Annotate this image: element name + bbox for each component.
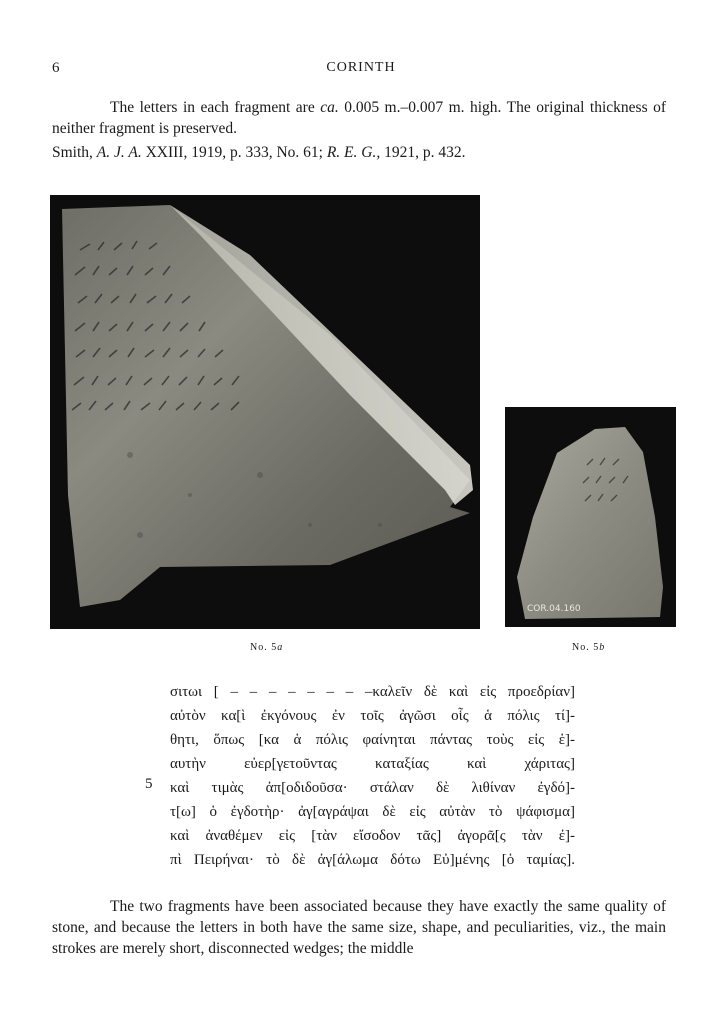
inscription-line-1: σιτωι [ – – – – – – – –καλεῖν δὲ καὶ εἰς προεδρίαν]: [170, 684, 575, 700]
caption-5b-suffix: b: [599, 642, 606, 653]
ref-citation-1: XXIII, 1919, p. 333, No. 61;: [141, 144, 327, 161]
inscription-line-number: 5: [145, 776, 153, 792]
caption-no-5b: [572, 642, 605, 653]
fragment-5b-inventory-label: COR.04.160: [527, 604, 581, 614]
caption-5b-prefix: No. 5: [572, 642, 600, 653]
bibliography-reference: [52, 144, 465, 162]
ref-citation-2: 1921, p. 432.: [380, 144, 466, 161]
intro-text-start: The letters in each fragment are: [110, 99, 321, 116]
fragment-5b-photo: [505, 407, 676, 627]
inscription-line-5: καὶ τιμὰς ἀπ[οδιδοῦσα· στάλαν δὲ λιθίναν ἐγδό]-: [170, 780, 575, 796]
inscription-line-4: αυτὴν εὐερ[γετοῦντας καταξίας καὶ χάριτας]: [170, 756, 575, 772]
intro-italic-ca: ca.: [320, 99, 339, 116]
fragment-5a-photo: [50, 195, 480, 629]
caption-5a-suffix: a: [277, 642, 284, 653]
inscription-line-7: καὶ ἀναθέμεν εἰς [τὰν εἴσοδον τᾶς] ἀγορᾶ[ς τὰν ἐ]-: [170, 828, 575, 844]
running-title: CORINTH: [326, 60, 396, 75]
fragment-5b-stone-image: [505, 407, 676, 627]
fragment-5a-stone-image: [50, 195, 480, 629]
inscription-line-2: αὐτὸν κα[ὶ ἐκγόνους ἐν τοῖς ἀγῶσι οἷς ἁ πόλις τί]-: [170, 708, 575, 724]
inscription-line-3: θητι, ὅπως [κα ἁ πόλις φαίνηται πάντας τοὺς εἰς ἑ]-: [170, 732, 575, 748]
closing-paragraph: The two fragments have been associated because they have exactly the same quality of stone, and because the letters in both have the same size, shape, and peculiarities, viz., the main strokes are merely short, disconnected wedges; the middle: [52, 898, 666, 957]
inscription-text: [170, 680, 575, 872]
ref-journal-aja: A. J. A.: [96, 144, 142, 161]
page-number: 6: [52, 60, 60, 76]
ref-author: Smith,: [52, 144, 97, 161]
inscription-line-8: πὶ Πειρήναι· τὸ δὲ ἀγ[άλωμα δότω Εὐ]μένης [ὁ ταμίας].: [170, 852, 575, 868]
caption-5a-prefix: No. 5: [250, 642, 278, 653]
intro-text-rest: 0.005 m.–0.007 m. high. The original thickness of neither fragment is preserved.: [52, 99, 666, 137]
intro-paragraph: [52, 97, 666, 139]
ref-journal-reg: R. E. G.,: [326, 144, 381, 161]
inscription-line-6: τ[ω] ὁ ἐγδοτὴρ· ἀγ[αγράψαι δὲ εἰς αὐτὰν τὸ ψάφισμα]: [170, 804, 575, 820]
caption-no-5a: [250, 642, 283, 653]
